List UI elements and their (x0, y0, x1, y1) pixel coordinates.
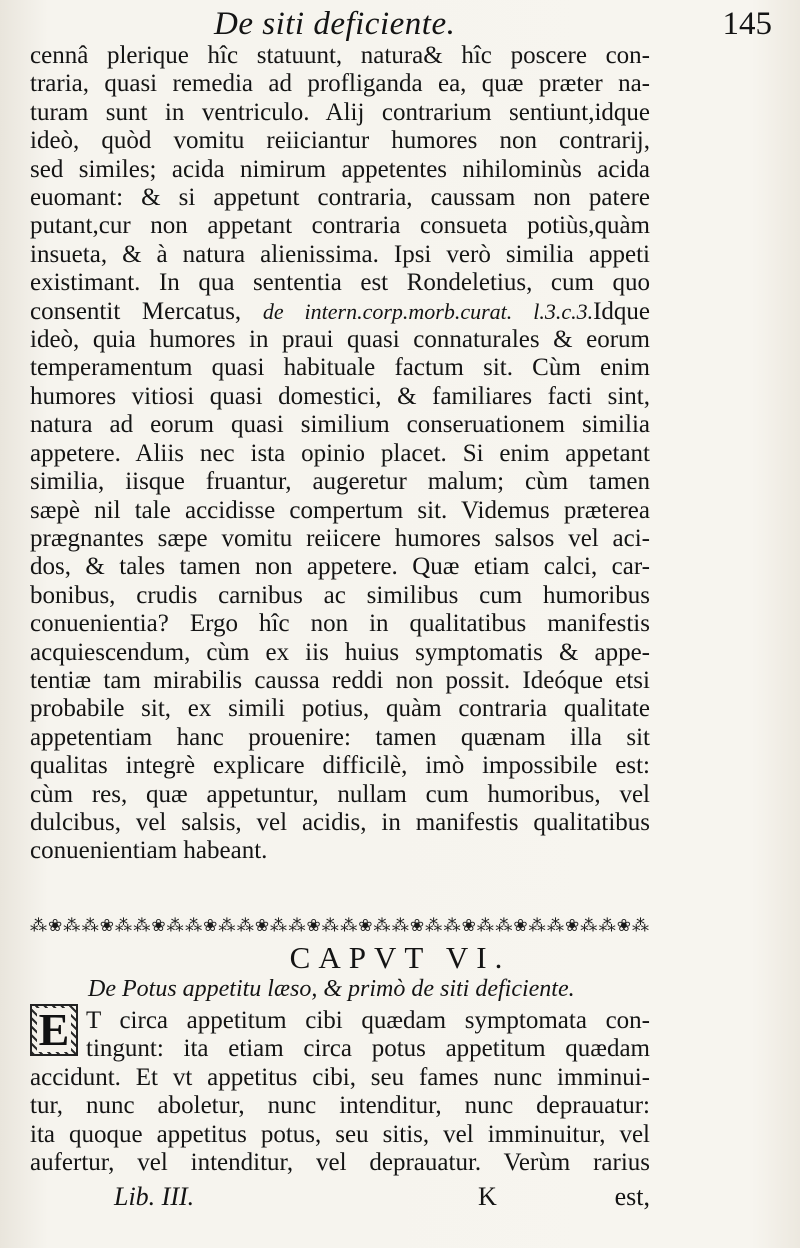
line-text: conuenientiam habeant. (30, 837, 268, 865)
line-text: acquiescendum, cùm ex iis huius symptomatis & appe- (30, 638, 650, 666)
line-text: dos, & tales tamen non appetere. Quæ etiam calci, car- (30, 553, 650, 581)
catchword: est, (614, 1182, 650, 1211)
ornament-unit: ⁂❀⁂ (185, 916, 237, 935)
line-text: humores vitiosi quasi domestici, & familiares facti sint, (30, 382, 650, 410)
text-line (30, 582, 650, 610)
text-line (30, 298, 650, 326)
ornament-unit: ⁂❀⁂ (81, 916, 133, 935)
running-title: De siti deficiente. (214, 6, 456, 42)
line-text: bonibus, crudis carnibus ac similibus cum humoribus (30, 581, 650, 609)
chapter-subtitle: De Potus appetitu læso, & primò de siti deficiente. (88, 976, 575, 1002)
line-text: euomant: & si appetunt contraria, caussam non patere (30, 184, 650, 212)
line-text: putant,cur non appetant contraria consueta potiùs,quàm (30, 212, 650, 240)
text-line (30, 383, 650, 411)
text-line (30, 326, 650, 354)
text-line (30, 724, 650, 752)
text-line (30, 70, 650, 98)
ornament-unit: ⁂❀⁂ (133, 916, 185, 935)
ornament-unit: ⁂❀⁂ (547, 916, 599, 935)
line-text: similia, iisque fruantur, augeretur malum; cùm tamen (30, 468, 650, 496)
text-line (30, 212, 650, 240)
text-line (30, 639, 650, 667)
text-line (30, 667, 650, 695)
text-line (30, 553, 650, 581)
ornament-unit: ⁂❀⁂ (598, 916, 650, 935)
ornament-unit: ⁂❀⁂ (340, 916, 392, 935)
ornament-unit: ⁂❀⁂ (288, 916, 340, 935)
chapter-text-line: ita quoque appetitus potus, seu sitis, vel imminuitur, vel (30, 1120, 650, 1148)
ornament-unit: ⁂❀⁂ (495, 916, 547, 935)
text-line (30, 695, 650, 723)
text-line (30, 525, 650, 553)
line-text-continuation: Idque (593, 297, 651, 325)
line-text: appetentiam hanc prouenire: tamen quænam illa sit (30, 723, 650, 751)
line-text: insueta, & à natura alienissima. Ipsi verò similia appeti (30, 240, 650, 268)
line-text: dulcibus, vel salsis, vel acidis, in manifestis qualitatibus (30, 808, 650, 836)
line-text: sed similes; acida nimirum appetentes nihilominùs acida (30, 155, 650, 183)
text-line (30, 354, 650, 382)
line-text: cùm res, quæ appetuntur, nullam cum humoribus, vel (30, 780, 650, 808)
chapter-title: CAPVT VI. (289, 940, 511, 975)
line-text: ideò, quòd vomitu reiiciantur humores non contrarij, (30, 127, 650, 155)
book-signature: Lib. III. (114, 1182, 195, 1211)
body-text (30, 42, 650, 866)
drop-cap-letter: E (38, 1004, 70, 1055)
ornamental-divider (30, 915, 650, 937)
ornament-unit: ⁂❀⁂ (236, 916, 289, 935)
text-line (30, 241, 650, 269)
line-text: traria, quasi remedia ad profliganda ea, quæ præter na- (30, 70, 650, 98)
ornament-unit: ⁂❀⁂ (391, 916, 444, 935)
chapter-text-line: accidunt. Et vt appetitus cibi, seu fames nunc imminui- (30, 1063, 650, 1091)
page-number: 145 (722, 6, 772, 42)
chapter-text-line: T circa appetitum cibi quædam symptomata con- (86, 1007, 650, 1034)
text-line (30, 269, 650, 297)
page-footer (30, 1182, 650, 1216)
chapter-text-line: tur, nunc aboletur, nunc intenditur, nunc deprauatur: (30, 1092, 650, 1120)
ornament-unit: ⁂❀⁂ (30, 916, 82, 935)
gathering-mark: K (478, 1182, 497, 1211)
text-line (30, 610, 650, 638)
text-line (30, 781, 650, 809)
text-line (30, 99, 650, 127)
text-line (30, 127, 650, 155)
text-line (30, 184, 650, 212)
line-text: probabile sit, ex simili potius, quàm contraria qualitate (30, 695, 650, 723)
line-text: conuenientia? Ergo hîc non in qualitatibus manifestis (30, 610, 650, 638)
line-text: cennâ plerique hîc statuunt, natura& hîc poscere con- (30, 42, 650, 69)
text-line (30, 156, 650, 184)
line-text: natura ad eorum quasi similium conseruationem similia (30, 411, 650, 439)
line-text: existimant. In qua sententia est Rondeletius, cum quo (30, 269, 650, 297)
page-header (30, 4, 778, 44)
line-text: prægnantes sæpe vomitu reiicere humores salsos vel aci- (30, 524, 650, 552)
chapter-text-line: aufertur, vel intenditur, vel deprauatur. Verùm rarius (30, 1149, 650, 1177)
text-line (30, 752, 650, 780)
chapter-body (30, 1004, 650, 1177)
line-text: turam sunt in ventriculo. Alij contrarium sentiunt,idque (30, 98, 650, 126)
line-text: temperamentum quasi habituale factum sit. Cùm enim (30, 354, 650, 382)
line-text: consentit Mercatus, (30, 297, 263, 325)
line-text: sæpè nil tale accidisse compertum sit. Videmus præterea (30, 496, 650, 524)
text-line (30, 42, 650, 70)
text-line (30, 440, 650, 468)
line-text: qualitas integrè explicare difficilè, imò impossibile est: (30, 752, 650, 780)
text-line (30, 809, 650, 837)
line-text: appetere. Aliis nec ista opinio placet. Si enim appetant (30, 439, 650, 467)
text-line (30, 837, 650, 865)
text-line (30, 411, 650, 439)
text-line (30, 468, 650, 496)
chapter-text-line: tingunt: ita etiam circa potus appetitum quædam (86, 1035, 650, 1063)
citation: de intern.corp.morb.curat. l.3.c.3. (262, 298, 594, 324)
text-line (30, 497, 650, 525)
ornament-unit: ⁂❀⁂ (443, 916, 495, 935)
line-text: ideò, quia humores in praui quasi connaturales & eorum (30, 326, 650, 354)
line-text: tentiæ tam mirabilis caussa reddi non possit. Ideóque etsi (30, 666, 650, 694)
